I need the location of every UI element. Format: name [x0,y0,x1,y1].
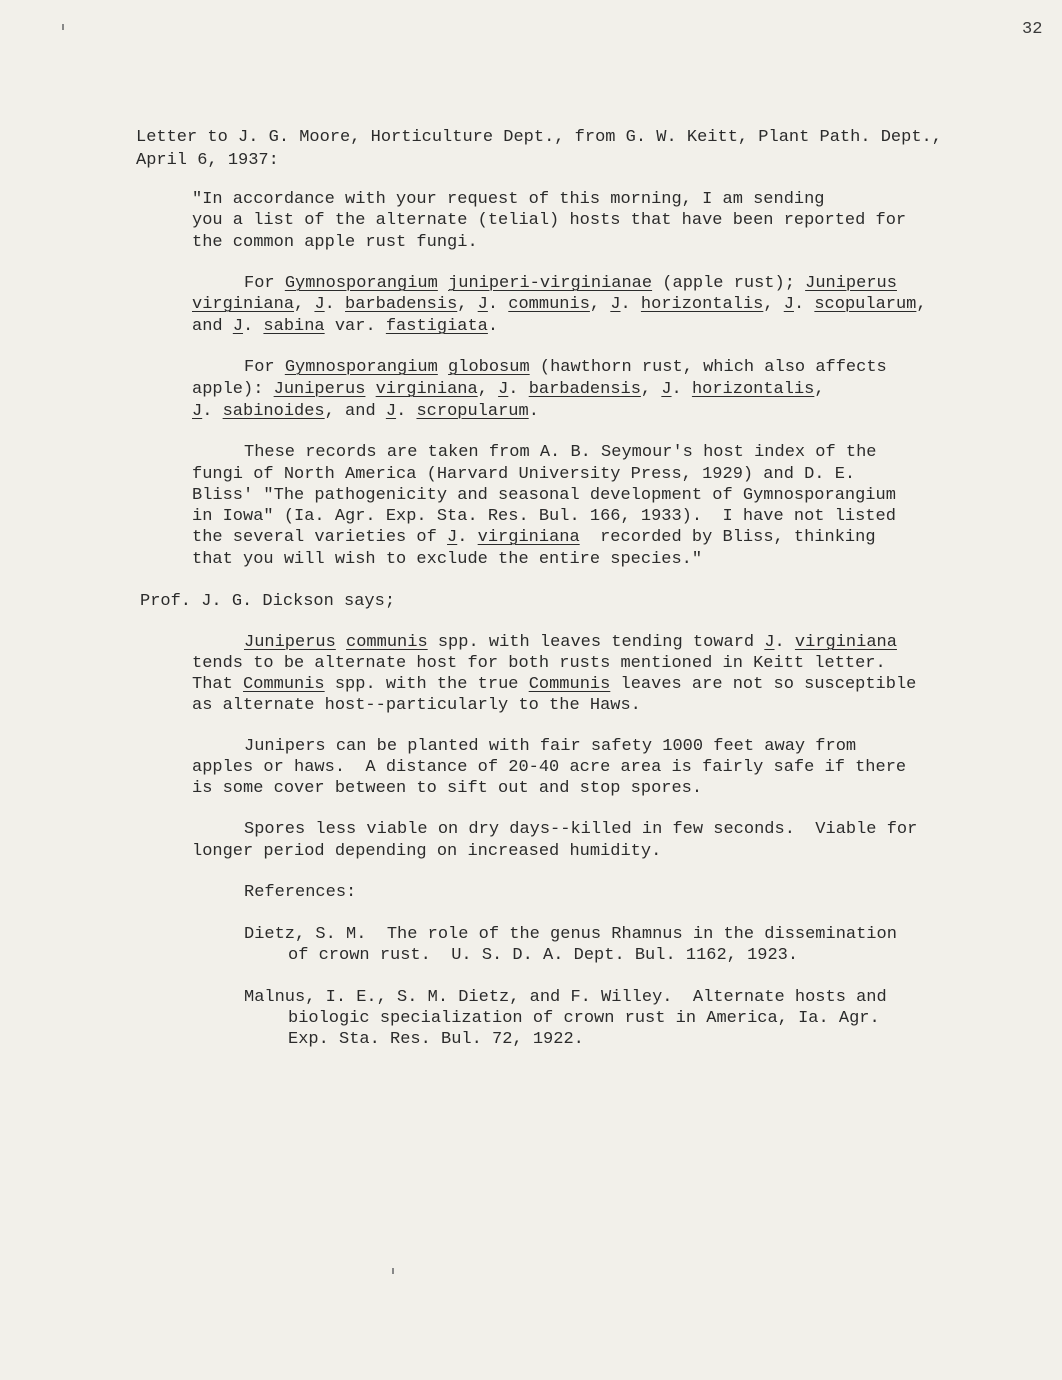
ref2-line-3: Exp. Sta. Res. Bul. 72, 1922. [288,1030,584,1049]
hawthorn-rust-line-1: For Gymnosporangium globosum (hawthorn rust, which also affects [244,358,887,377]
ref1-line-1: Dietz, S. M. The role of the genus Rhamnus in the dissemination [244,925,897,944]
ref1-line-2: of crown rust. U. S. D. A. Dept. Bul. 1162, 1923. [288,946,799,965]
paper-speck [392,1268,394,1274]
dickson-p2-line-3: is some cover between to sift out and stop spores. [192,779,703,798]
paper-speck [62,24,64,30]
references-heading: References: [244,883,357,902]
hawthorn-rust-line-3: J. sabinoides, and J. scropularum. [192,402,539,421]
dickson-intro: Prof. J. G. Dickson says; [140,592,396,611]
ref2-line-2: biologic specialization of crown rust in America, Ia. Agr. [288,1009,880,1028]
apple-rust-line-3: and J. sabina var. fastigiata. [192,317,499,336]
apple-rust-line-2: virginiana, J. barbadensis, J. communis, J. horizontalis, J. scopularum, [192,295,927,314]
records-line-4: in Iowa" (Ia. Agr. Exp. Sta. Res. Bul. 166, 1933). I have not listed [192,507,896,526]
records-line-1: These records are taken from A. B. Seymour's host index of the [244,443,877,462]
quote-line-3: the common apple rust fungi. [192,233,478,252]
records-line-5: the several varieties of J. virginiana recorded by Bliss, thinking [192,528,876,547]
page-number: 32 [1022,20,1043,39]
header-line-2: April 6, 1937: [136,151,279,170]
records-line-2: fungi of North America (Harvard University Press, 1929) and D. E. [192,465,856,484]
dickson-p2-line-1: Junipers can be planted with fair safety 1000 feet away from [244,737,857,756]
dickson-p1-line-4: as alternate host--particularly to the Haws. [192,696,641,715]
dickson-p3-line-2: longer period depending on increased humidity. [192,842,662,861]
quote-line-1: "In accordance with your request of this morning, I am sending [192,190,825,209]
dickson-p1-line-3: That Communis spp. with the true Communis leaves are not so susceptible [192,675,917,694]
dickson-p1-line-1: Juniperus communis spp. with leaves tending toward J. virginiana [244,633,897,652]
records-line-3: Bliss' "The pathogenicity and seasonal development of Gymnosporangium [192,486,896,505]
dickson-p1-line-2: tends to be alternate host for both rusts mentioned in Keitt letter. [192,654,886,673]
ref2-line-1: Malnus, I. E., S. M. Dietz, and F. Willey. Alternate hosts and [244,988,887,1007]
quote-line-2: you a list of the alternate (telial) hosts that have been reported for [192,211,907,230]
hawthorn-rust-line-2: apple): Juniperus virginiana, J. barbadensis, J. horizontalis, [192,380,825,399]
dickson-p3-line-1: Spores less viable on dry days--killed in few seconds. Viable for [244,820,918,839]
dickson-p2-line-2: apples or haws. A distance of 20-40 acre area is fairly safe if there [192,758,907,777]
records-line-6: that you will wish to exclude the entire species." [192,550,703,569]
header-line-1: Letter to J. G. Moore, Horticulture Dept., from G. W. Keitt, Plant Path. Dept., [136,128,942,147]
apple-rust-line-1: For Gymnosporangium juniperi-virginianae (apple rust); Juniperus [244,274,897,293]
